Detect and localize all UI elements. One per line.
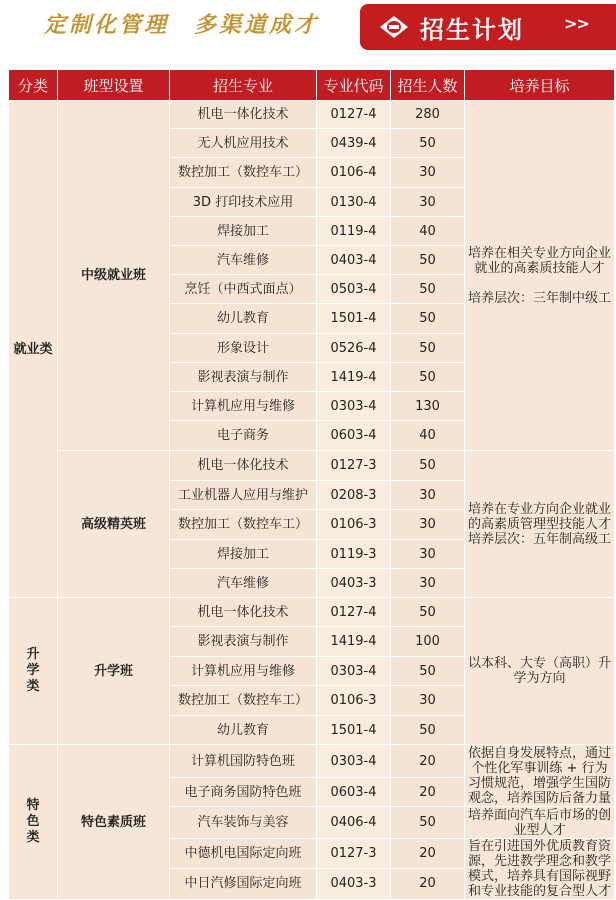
major-code: 0603-4 — [317, 421, 391, 451]
major-name: 影视表演与制作 — [170, 627, 317, 657]
major-code: 1419-4 — [317, 627, 391, 657]
enrollment-count: 20 — [391, 868, 465, 899]
enrollment-count: 30 — [391, 510, 465, 540]
enrollment-count: 50 — [391, 716, 465, 745]
major-name: 幼儿教育 — [170, 716, 317, 745]
enrollment-count: 40 — [391, 217, 465, 246]
training-goal-text: 培养在专业方向企业就业的高素质管理型技能人才 培养层次：五年制高级工 — [467, 501, 611, 547]
major-name: 中德机电国际定向班 — [170, 839, 317, 869]
table-body — [9, 101, 615, 900]
enrollment-count: 50 — [391, 129, 465, 158]
enrollment-count: 30 — [391, 158, 465, 188]
table-row — [9, 598, 615, 627]
enrollment-count: 50 — [391, 334, 465, 363]
major-name: 电子商务国防特色班 — [170, 778, 317, 807]
major-name: 汽车维修 — [170, 246, 317, 275]
major-code: 0130-4 — [317, 188, 391, 217]
major-name: 烹饪（中西式面点） — [170, 275, 317, 304]
major-name: 数控加工（数控车工） — [170, 158, 317, 188]
major-code: 0526-4 — [317, 334, 391, 363]
major-code: 0403-3 — [317, 868, 391, 899]
enrollment-count: 30 — [391, 686, 465, 716]
category-label: 就业类 — [13, 341, 53, 357]
major-name: 焊接加工 — [170, 217, 317, 246]
training-goal: 依据自身发展特点，通过个性化军事训练 + 行为习惯规范，增强学生国防观念，培养国防后备力量 — [465, 745, 615, 807]
enrollment-banner — [360, 4, 616, 50]
enrollment-count: 50 — [391, 275, 465, 304]
training-goal — [465, 598, 615, 745]
major-code: 1501-4 — [317, 304, 391, 334]
slogan: 定制化管理 多渠道成才 — [44, 12, 320, 38]
class-type-cell: 高级精英班 — [58, 451, 170, 598]
header-class-type: 班型设置 — [58, 70, 170, 101]
major-code: 0127-4 — [317, 101, 391, 129]
enrollment-count: 30 — [391, 540, 465, 569]
major-code: 1419-4 — [317, 363, 391, 392]
enrollment-count: 30 — [391, 188, 465, 217]
major-code: 0603-4 — [317, 778, 391, 807]
header-category: 分类 — [9, 70, 58, 101]
major-name: 电子商务 — [170, 421, 317, 451]
major-code: 0208-3 — [317, 481, 391, 510]
major-code: 0119-3 — [317, 540, 391, 569]
enrollment-count: 50 — [391, 451, 465, 481]
major-name: 汽车装饰与美容 — [170, 807, 317, 839]
major-code: 0106-4 — [317, 158, 391, 188]
class-type-cell: 升学班 — [58, 598, 170, 745]
table-row — [9, 745, 615, 778]
category-label: 升学类 — [26, 647, 40, 694]
category-label: 特色类 — [26, 798, 40, 845]
major-code: 0439-4 — [317, 129, 391, 158]
training-goal-text: 培养在相关专业方向企业就业的高素质技能人才 培养层次：三年制中级工 — [467, 245, 611, 306]
double-chevron-right-icon: >> — [564, 14, 589, 33]
major-code: 0303-4 — [317, 657, 391, 686]
banner-title: 招生计划 — [420, 16, 524, 44]
major-name: 中日汽修国际定向班 — [170, 868, 317, 899]
enrollment-count: 50 — [391, 304, 465, 334]
major-name: 机电一体化技术 — [170, 598, 317, 627]
major-name: 计算机国防特色班 — [170, 745, 317, 778]
enrollment-count: 50 — [391, 807, 465, 839]
enrollment-count: 50 — [391, 363, 465, 392]
training-goal — [465, 101, 615, 451]
enrollment-count: 40 — [391, 421, 465, 451]
training-goal — [465, 451, 615, 598]
major-name: 焊接加工 — [170, 540, 317, 569]
major-name: 机电一体化技术 — [170, 451, 317, 481]
header-major-code: 专业代码 — [317, 70, 391, 101]
major-code: 0303-4 — [317, 745, 391, 778]
category-cell — [9, 101, 58, 598]
enrollment-count: 280 — [391, 101, 465, 129]
major-code: 0106-3 — [317, 510, 391, 540]
major-name: 无人机应用技术 — [170, 129, 317, 158]
major-code: 0127-3 — [317, 839, 391, 869]
major-code: 0119-4 — [317, 217, 391, 246]
enrollment-count: 50 — [391, 246, 465, 275]
major-code: 0403-3 — [317, 569, 391, 598]
major-code: 0127-3 — [317, 451, 391, 481]
table-header-row — [9, 70, 615, 101]
major-name: 汽车维修 — [170, 569, 317, 598]
major-code: 0403-4 — [317, 246, 391, 275]
major-name: 工业机器人应用与维护 — [170, 481, 317, 510]
major-code: 0303-4 — [317, 392, 391, 421]
page-header — [0, 0, 616, 56]
enrollment-count: 20 — [391, 839, 465, 869]
major-name: 影视表演与制作 — [170, 363, 317, 392]
major-name: 机电一体化技术 — [170, 101, 317, 129]
category-cell — [9, 745, 58, 900]
class-type-cell: 中级就业班 — [58, 101, 170, 451]
major-name: 3D 打印技术应用 — [170, 188, 317, 217]
major-name: 数控加工（数控车工） — [170, 510, 317, 540]
major-name: 计算机应用与维修 — [170, 392, 317, 421]
major-name: 计算机应用与维修 — [170, 657, 317, 686]
training-goal: 旨在引进国外优质教育资源，先进教学理念和教学模式，培养具有国际视野和专业技能的复合型人才 — [465, 839, 615, 900]
major-code: 0127-4 — [317, 598, 391, 627]
header-enrollment-count: 招生人数 — [391, 70, 465, 101]
major-code: 0503-4 — [317, 275, 391, 304]
major-code: 0106-3 — [317, 686, 391, 716]
enrollment-count: 100 — [391, 627, 465, 657]
class-type-cell: 特色素质班 — [58, 745, 170, 900]
enrollment-count: 130 — [391, 392, 465, 421]
training-goal: 培养面向汽车后市场的创业型人才 — [465, 807, 615, 839]
major-code: 1501-4 — [317, 716, 391, 745]
header-training-goal: 培养目标 — [465, 70, 615, 101]
training-goal-text: 以本科、大专（高职）升学为方向 — [467, 656, 611, 686]
enrollment-count: 30 — [391, 569, 465, 598]
table-row — [9, 451, 615, 481]
enrollment-table — [8, 69, 615, 900]
major-name: 幼儿教育 — [170, 304, 317, 334]
enrollment-count: 50 — [391, 657, 465, 686]
enrollment-count: 20 — [391, 745, 465, 778]
major-code: 0406-4 — [317, 807, 391, 839]
major-name: 形象设计 — [170, 334, 317, 363]
enrollment-count: 50 — [391, 598, 465, 627]
category-cell — [9, 598, 58, 745]
table-row — [9, 101, 615, 129]
enrollment-count: 30 — [391, 481, 465, 510]
school-badge-icon — [378, 14, 410, 40]
enrollment-count: 20 — [391, 778, 465, 807]
header-major: 招生专业 — [170, 70, 317, 101]
major-name: 数控加工（数控车工） — [170, 686, 317, 716]
